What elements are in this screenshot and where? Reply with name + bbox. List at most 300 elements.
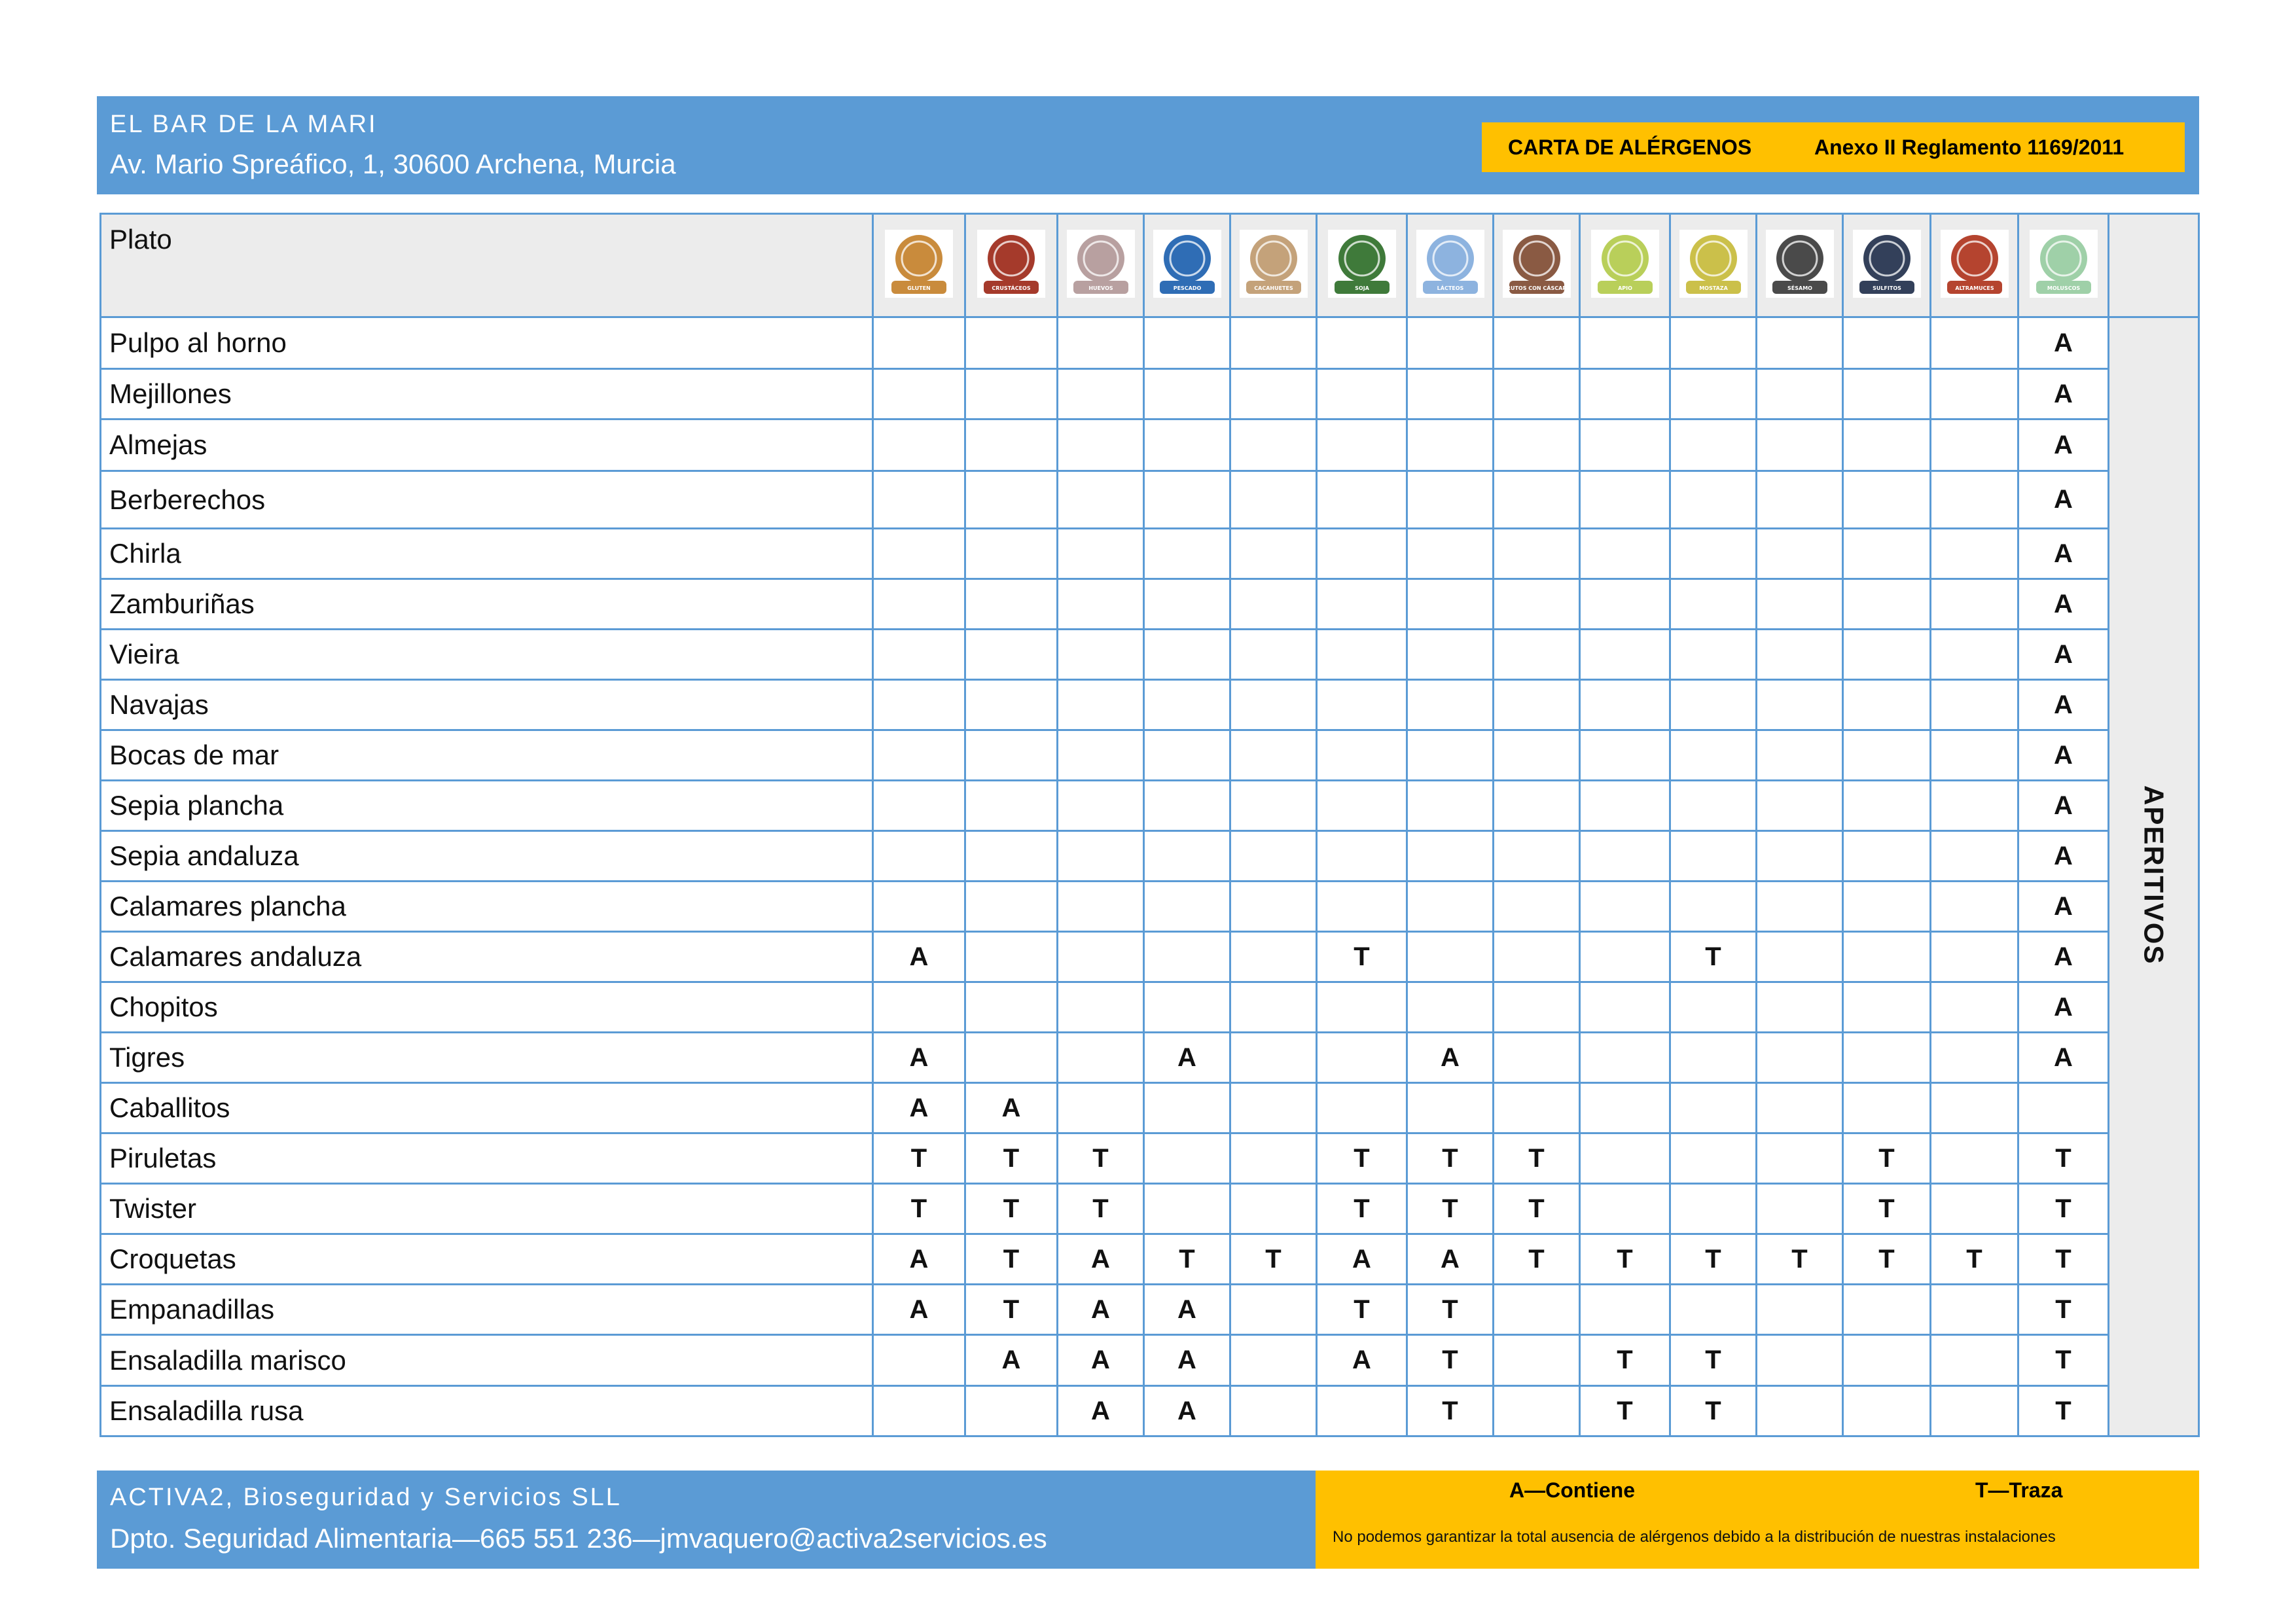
allergen-mark [2018,1083,2109,1133]
allergen-mark [1407,579,1494,630]
allergen-mark: T [2018,1386,2109,1436]
dish-name: Mejillones [101,369,873,419]
dish-name: Bocas de mar [101,730,873,781]
fish-icon [1153,230,1221,298]
allergen-mark: T [1058,1184,1144,1234]
egg-icon [1067,230,1135,298]
allergen-mark [1843,1335,1931,1386]
allergen-mark: T [1670,932,1757,982]
allergen-header-6 [1407,214,1494,317]
allergen-mark: A [1144,1335,1230,1386]
table-row [101,882,2199,932]
allergen-mark [1230,630,1317,680]
allergen-mark: A [1317,1234,1407,1285]
allergen-header-0 [873,214,965,317]
allergen-mark [873,630,965,680]
dish-name: Caballitos [101,1083,873,1133]
allergen-mark: T [2018,1133,2109,1184]
allergen-mark [965,471,1058,529]
company-contact: Dpto. Seguridad Alimentaria—665 551 236—jmvaquero@activa2servicios.es [110,1523,1047,1554]
allergen-mark [1670,471,1757,529]
allergen-label: FRUTOS CON CÁSCARA [1502,285,1571,291]
allergen-mark [1494,1033,1580,1083]
table-row [101,781,2199,831]
allergen-mark [1843,1285,1931,1335]
allergen-mark [1757,630,1843,680]
allergen-header-9 [1670,214,1757,317]
allergen-mark [1670,419,1757,471]
allergen-mark [1058,529,1144,579]
allergen-mark [1058,1083,1144,1133]
allergen-table-wrapper [99,213,2197,1437]
allergen-mark [1494,630,1580,680]
allergen-mark [1670,831,1757,882]
allergen-mark [1843,982,1931,1033]
allergen-mark [873,1386,965,1436]
allergen-label: CACAHUETES [1253,285,1293,291]
allergen-mark [1670,982,1757,1033]
allergen-mark [1931,1386,2018,1436]
allergen-mark [1757,529,1843,579]
allergen-mark: A [2018,529,2109,579]
allergen-mark [1144,630,1230,680]
allergen-mark [1931,317,2018,369]
allergen-mark [1317,730,1407,781]
allergen-mark [965,730,1058,781]
allergen-mark [1931,529,2018,579]
allergen-disclaimer: No podemos garantizar la total ausencia de alérgenos debido a la distribución de nuestras instalaciones [1333,1528,2056,1546]
allergen-mark [1058,680,1144,730]
allergen-label: CRUSTÁCEOS [992,285,1031,291]
table-row [101,680,2199,730]
dish-name: Chirla [101,529,873,579]
dish-name: Sepia andaluza [101,831,873,882]
allergen-mark [1757,730,1843,781]
allergen-mark: A [873,1285,965,1335]
allergen-mark [1670,369,1757,419]
allergen-mark [1407,317,1494,369]
allergen-mark: T [1407,1285,1494,1335]
dish-name: Twister [101,1184,873,1234]
allergen-mark: A [2018,369,2109,419]
allergen-label: LÁCTEOS [1437,285,1463,291]
allergen-mark: A [1144,1386,1230,1436]
allergen-mark [1580,369,1670,419]
allergen-mark [1670,730,1757,781]
allergen-mark [873,529,965,579]
allergen-mark: T [1407,1184,1494,1234]
table-row [101,471,2199,529]
allergen-mark [1144,730,1230,781]
mollusc-icon [2030,230,2098,298]
allergen-mark [1317,317,1407,369]
allergen-mark [965,419,1058,471]
allergen-mark: T [1580,1234,1670,1285]
allergen-mark [1144,781,1230,831]
allergen-mark [1757,932,1843,982]
allergen-mark: A [1407,1234,1494,1285]
allergen-mark [1843,419,1931,471]
allergen-mark [1058,317,1144,369]
allergen-mark: A [873,932,965,982]
wheat-icon [885,230,953,298]
mustard-icon [1679,230,1748,298]
allergen-mark [1757,1083,1843,1133]
allergen-mark [1144,471,1230,529]
allergen-label: SOJA [1354,285,1369,291]
allergen-mark [1931,1285,2018,1335]
table-header-row [101,214,2199,317]
allergen-mark [1317,529,1407,579]
allergen-mark [1843,1386,1931,1436]
allergen-mark: A [2018,680,2109,730]
allergen-mark: T [1931,1234,2018,1285]
allergen-mark [1670,579,1757,630]
allergen-mark [1230,680,1317,730]
allergen-header-10 [1757,214,1843,317]
allergen-mark [1144,369,1230,419]
dish-column-header: Plato [101,214,873,317]
allergen-mark [1757,579,1843,630]
allergen-mark: T [1407,1335,1494,1386]
allergen-mark [1757,1133,1843,1184]
allergen-mark [1843,317,1931,369]
allergen-label: MOLUSCOS [2047,285,2080,291]
allergen-mark [873,831,965,882]
legend-contains: A—Contiene [1509,1478,1635,1502]
allergen-mark [1931,1133,2018,1184]
allergen-mark [1757,1335,1843,1386]
allergen-mark [1230,882,1317,932]
allergen-mark [1230,1133,1317,1184]
allergen-mark [873,781,965,831]
dish-name: Calamares plancha [101,882,873,932]
allergen-mark [1230,831,1317,882]
table-row [101,1285,2199,1335]
table-row [101,369,2199,419]
allergen-mark [1058,369,1144,419]
table-row [101,932,2199,982]
allergen-mark [1670,680,1757,730]
dish-name: Calamares andaluza [101,932,873,982]
allergen-mark [1843,882,1931,932]
allergen-mark [1144,680,1230,730]
allergen-mark [873,471,965,529]
allergen-header-4 [1230,214,1317,317]
allergen-mark [1317,1033,1407,1083]
dish-name: Navajas [101,680,873,730]
sesame-icon [1766,230,1834,298]
allergen-mark [965,630,1058,680]
allergen-mark [1317,1083,1407,1133]
allergen-mark [1757,831,1843,882]
allergen-mark [1494,680,1580,730]
allergen-mark [1757,1184,1843,1234]
table-row [101,1133,2199,1184]
allergen-mark [1230,529,1317,579]
allergen-mark [1494,369,1580,419]
allergen-mark [1494,579,1580,630]
dish-name: Ensaladilla marisco [101,1335,873,1386]
dish-name: Chopitos [101,982,873,1033]
allergen-mark [965,932,1058,982]
allergen-mark [965,882,1058,932]
allergen-mark [1843,1083,1931,1133]
allergen-mark [1144,1184,1230,1234]
allergen-mark [1494,932,1580,982]
milk-icon [1416,230,1484,298]
allergen-mark: T [965,1285,1058,1335]
table-row [101,730,2199,781]
allergen-mark [1058,630,1144,680]
section-column-header [2109,214,2199,317]
allergen-mark: A [1144,1033,1230,1083]
allergen-mark [1317,369,1407,419]
allergen-mark [965,982,1058,1033]
allergen-mark [1757,1386,1843,1436]
allergen-mark [1144,317,1230,369]
allergen-mark [1144,1083,1230,1133]
allergen-mark [1494,982,1580,1033]
allergen-mark [873,680,965,730]
allergen-mark [1670,882,1757,932]
allergen-mark [965,680,1058,730]
allergen-mark [1843,630,1931,680]
table-row [101,579,2199,630]
allergen-mark [1407,932,1494,982]
allergen-mark [1931,1083,2018,1133]
allergen-mark [1494,1335,1580,1386]
allergen-mark [1580,932,1670,982]
allergen-mark [965,369,1058,419]
allergen-label: GLUTEN [907,285,931,291]
restaurant-name: EL BAR DE LA MARI [110,111,378,138]
allergen-mark [873,982,965,1033]
allergen-mark: A [1144,1285,1230,1335]
allergen-mark: A [2018,730,2109,781]
allergen-mark [1494,882,1580,932]
lobster-icon [977,230,1045,298]
allergen-mark: A [1317,1335,1407,1386]
allergen-mark: A [965,1083,1058,1133]
allergen-mark [1757,317,1843,369]
allergen-mark [1670,1184,1757,1234]
allergen-mark [1931,982,2018,1033]
nut-icon [1503,230,1571,298]
allergen-mark [1494,1083,1580,1133]
allergen-mark: T [1757,1234,1843,1285]
allergen-mark: T [1670,1234,1757,1285]
allergen-mark [1317,831,1407,882]
allergen-mark [1230,317,1317,369]
allergen-mark: A [1058,1335,1144,1386]
dish-name: Piruletas [101,1133,873,1184]
allergen-header-7 [1494,214,1580,317]
table-row [101,1234,2199,1285]
celery-icon [1591,230,1659,298]
allergen-mark [873,317,965,369]
allergen-mark [1843,471,1931,529]
allergen-mark [1058,781,1144,831]
allergen-mark [1144,982,1230,1033]
allergen-mark [1058,831,1144,882]
allergen-label: APIO [1617,285,1632,291]
allergen-mark [1230,1335,1317,1386]
allergen-mark [1931,932,2018,982]
allergen-mark [1317,1386,1407,1436]
table-row [101,1033,2199,1083]
allergen-mark [1407,369,1494,419]
allergen-mark: A [2018,882,2109,932]
allergen-mark [1317,419,1407,471]
allergen-header-11 [1843,214,1931,317]
allergen-mark [1757,471,1843,529]
allergen-mark: A [2018,781,2109,831]
allergen-mark [1230,579,1317,630]
allergen-mark: A [873,1234,965,1285]
allergen-mark [1494,317,1580,369]
allergen-mark: T [1494,1184,1580,1234]
dish-name: Tigres [101,1033,873,1083]
sulphite-icon [1853,230,1921,298]
allergen-mark [1580,982,1670,1033]
allergen-mark [1843,932,1931,982]
allergen-mark: T [965,1234,1058,1285]
allergen-mark: A [2018,1033,2109,1083]
allergen-mark [1757,680,1843,730]
allergen-mark [1407,471,1494,529]
allergen-mark [1058,882,1144,932]
allergen-mark [1494,419,1580,471]
allergen-mark [1670,1133,1757,1184]
allergen-mark [1580,882,1670,932]
allergen-mark: T [1317,1285,1407,1335]
allergen-mark [1407,529,1494,579]
allergen-mark [1931,471,2018,529]
allergen-mark [1580,1133,1670,1184]
allergen-mark [1580,1184,1670,1234]
allergen-label: MOSTAZA [1698,285,1728,291]
allergen-mark [1580,317,1670,369]
allergen-header-8 [1580,214,1670,317]
allergen-mark [1058,471,1144,529]
allergen-mark [1843,680,1931,730]
allergen-mark [1843,730,1931,781]
allergen-header-13 [2018,214,2109,317]
allergen-mark [1580,471,1670,529]
allergen-mark: A [2018,317,2109,369]
allergen-mark: A [2018,932,2109,982]
allergen-mark [1144,579,1230,630]
allergen-mark [873,730,965,781]
allergen-mark [1144,419,1230,471]
allergen-mark [1144,882,1230,932]
allergen-mark [1407,630,1494,680]
allergen-mark [873,882,965,932]
allergen-card-badge [1482,122,2185,172]
allergen-mark [1317,579,1407,630]
allergen-mark [1931,882,2018,932]
allergen-header-3 [1144,214,1230,317]
allergen-mark: T [1843,1234,1931,1285]
allergen-mark: T [1407,1133,1494,1184]
allergen-mark [1407,730,1494,781]
allergen-mark [1317,882,1407,932]
allergen-mark [1931,419,2018,471]
allergen-mark: T [1317,932,1407,982]
allergen-mark [1317,781,1407,831]
table-row [101,1386,2199,1436]
allergen-mark [1931,781,2018,831]
allergen-mark [965,317,1058,369]
allergen-mark: A [2018,630,2109,680]
allergen-mark [873,579,965,630]
allergen-mark [1757,1285,1843,1335]
allergen-mark [1144,831,1230,882]
allergen-mark [1230,1386,1317,1436]
allergen-mark [1058,982,1144,1033]
badge-regulation: Anexo II Reglamento 1169/2011 [1814,135,2125,159]
allergen-mark [1230,982,1317,1033]
allergen-header-2 [1058,214,1144,317]
allergen-mark [1931,680,2018,730]
dish-name: Croquetas [101,1234,873,1285]
allergen-mark: A [873,1033,965,1083]
allergen-mark [1580,680,1670,730]
allergen-label: SÉSAMO [1787,285,1812,291]
allergen-mark [1407,882,1494,932]
allergen-mark [965,529,1058,579]
allergen-mark [1494,781,1580,831]
allergen-mark [1757,882,1843,932]
allergen-mark [1494,1386,1580,1436]
allergen-mark: A [2018,831,2109,882]
allergen-mark [1580,630,1670,680]
allergen-mark [1843,529,1931,579]
allergen-mark: T [2018,1184,2109,1234]
allergen-mark: T [873,1184,965,1234]
allergen-label: SULFITOS [1872,285,1901,291]
table-row [101,317,2199,369]
table-row [101,529,2199,579]
lupin-icon [1941,230,2009,298]
allergen-label: PESCADO [1173,285,1201,291]
allergen-mark [1317,982,1407,1033]
allergen-label: ALTRAMUCES [1954,285,1994,291]
allergen-label: HUEVOS [1088,285,1113,291]
allergen-mark: T [1670,1386,1757,1436]
allergen-mark: A [1058,1234,1144,1285]
allergen-mark: T [1058,1133,1144,1184]
allergen-mark [1230,1033,1317,1083]
allergen-mark: A [965,1335,1058,1386]
dish-name: Zamburiñas [101,579,873,630]
restaurant-address: Av. Mario Spreáfico, 1, 30600 Archena, Murcia [110,149,676,179]
allergen-mark: T [1317,1133,1407,1184]
allergen-mark: A [2018,471,2109,529]
table-row [101,630,2199,680]
allergen-mark [1843,831,1931,882]
allergen-mark [1670,1285,1757,1335]
table-row [101,982,2199,1033]
allergen-mark: T [1230,1234,1317,1285]
allergen-mark [1757,369,1843,419]
allergen-mark: T [1407,1386,1494,1436]
allergen-mark [1407,982,1494,1033]
allergen-mark: A [2018,982,2109,1033]
allergen-mark [1317,471,1407,529]
allergen-mark: T [1843,1184,1931,1234]
